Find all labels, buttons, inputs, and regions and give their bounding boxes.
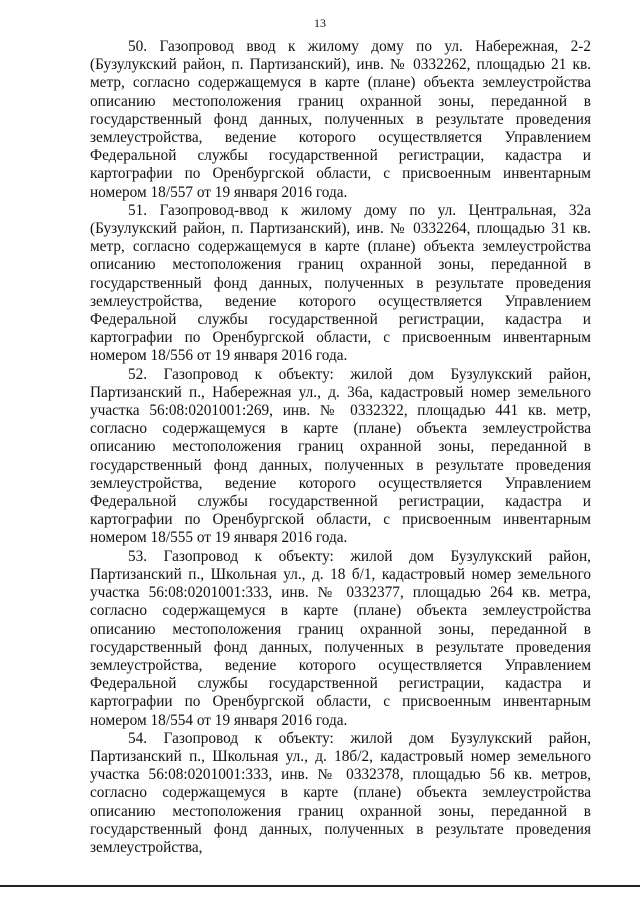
page-number: 13: [314, 16, 326, 30]
paragraph-item-54: 54. Газопровод к объекту: жилой дом Бузулукский район, Партизанский п., Школьная ул., д. 18б/2, кадастровый номер земельного участка 56:08:0201001:333, инв. № 0332378, площадью 56 кв. метров, согласно содержащемуся в карте (плане) объекта землеустройства описанию местоположения границ охранной зоны, переданной в государственный фонд данных, полученных в результате проведения землеустройства,: [90, 729, 591, 856]
document-body: [90, 38, 591, 857]
paragraph-item-51: 51. Газопровод-ввод к жилому дому по ул. Центральная, 32а (Бузулукский район, п. Партизанский), инв. № 0332264, площадью 31 кв. метр, согласно содержащемуся в карте (плане) объекта землеустройства описанию местоположения границ охранной зоны, переданной в государственный фонд данных, полученных в результате проведения землеустройства, ведение которого осуществляется Управлением Федеральной службы государственной регистрации, кадастра и картографии по Оренбургской области, с присвоенным инвентарным номером 18/556 от 19 января 2016 года.: [90, 201, 591, 365]
bottom-divider: [0, 885, 640, 887]
paragraph-item-53: 53. Газопровод к объекту: жилой дом Бузулукский район, Партизанский п., Школьная ул., д. 18 б/1, кадастровый номер земельного участка 56:08:0201001:333, инв. № 0332377, площадью 264 кв. метра, согласно содержащемуся в карте (плане) объекта землеустройства описанию местоположения границ охранной зоны, переданной в государственный фонд данных, полученных в результате проведения землеустройства, ведение которого осуществляется Управлением Федеральной службы государственной регистрации, кадастра и картографии по Оренбургской области, с присвоенным инвентарным номером 18/554 от 19 января 2016 года.: [90, 547, 591, 729]
paragraph-item-52: 52. Газопровод к объекту: жилой дом Бузулукский район, Партизанский п., Набережная ул., д. 36а, кадастровый номер земельного участка 56:08:0201001:269, инв. № 0332322, площадью 441 кв. метр, согласно содержащемуся в карте (плане) объекта землеустройства описанию местоположения границ охранной зоны, переданной в государственный фонд данных, полученных в результате проведения землеустройства, ведение которого осуществляется Управлением Федеральной службы государственной регистрации, кадастра и картографии по Оренбургской области, с присвоенным инвентарным номером 18/555 от 19 января 2016 года.: [90, 365, 591, 547]
paragraph-item-50: 50. Газопровод ввод к жилому дому по ул. Набережная, 2-2 (Бузулукский район, п. Партизанский), инв. № 0332262, площадью 21 кв. метр, согласно содержащемуся в карте (плане) объекта землеустройства описанию местоположения границ охранной зоны, переданной в государственный фонд данных, полученных в результате проведения землеустройства, ведение которого осуществляется Управлением Федеральной службы государственной регистрации, кадастра и картографии по Оренбургской области, с присвоенным инвентарным номером 18/557 от 19 января 2016 года.: [90, 38, 591, 201]
